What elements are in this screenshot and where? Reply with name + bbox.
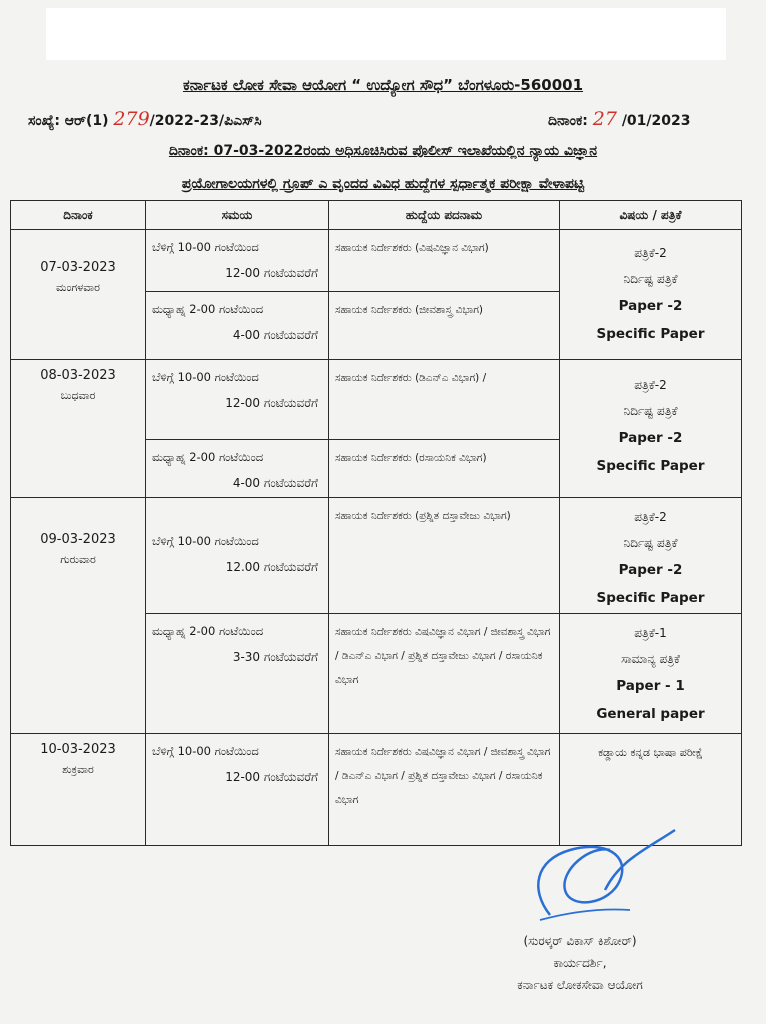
subject-cell: [560, 498, 742, 614]
post-cell: ಸಹಾಯಕ ನಿರ್ದೇಶಕರು (ವಿಷವಿಜ್ಞಾನ ವಿಭಾಗ): [329, 230, 560, 292]
col-subject-header: ವಿಷಯ / ಪತ್ರಿಕೆ: [560, 201, 742, 230]
subject-en-paper: Paper -2: [618, 298, 683, 314]
exam-day: ಗುರುವಾರ: [60, 553, 96, 566]
time-cell: [146, 292, 329, 360]
time-start: ಬೆಳಿಗ್ಗೆ 10-00 ಗಂಟೆಯಿಂದ: [152, 534, 259, 548]
date-cell: [11, 360, 146, 498]
time-cell: [146, 498, 329, 614]
post-cell: ಸಹಾಯಕ ನಿರ್ದೇಶಕರು (ಜೀವಶಾಸ್ತ್ರ ವಿಭಾಗ): [329, 292, 560, 360]
time-cell: [146, 360, 329, 440]
col-date-header: ದಿನಾಂಕ: [11, 201, 146, 230]
time-end: 4-00 ಗಂಟೆಯವರೆಗೆ: [232, 476, 318, 490]
time-start: ಮಧ್ಯಾಹ್ನ 2-00 ಗಂಟೆಯಿಂದ: [152, 450, 264, 464]
subject-cell: [560, 360, 742, 498]
time-end: 12-00 ಗಂಟೆಯವರೆಗೆ: [225, 266, 318, 280]
time-cell: [146, 230, 329, 292]
time-end: 3-30 ಗಂಟೆಯವರೆಗೆ: [232, 650, 318, 664]
date-suffix: /01/2023: [621, 113, 691, 129]
post-cell: ಸಹಾಯಕ ನಿರ್ದೇಶಕರು (ಡಿಎನ್‌ಎ ವಿಭಾಗ) /: [329, 360, 560, 440]
col-post-header: ಹುದ್ದೆಯ ಪದನಾಮ: [329, 201, 560, 230]
time-start: ಮಧ್ಯಾಹ್ನ 2-00 ಗಂಟೆಯಿಂದ: [152, 624, 264, 638]
table-header-row: [11, 201, 742, 230]
date-prefix: ದಿನಾಂಕ:: [548, 113, 588, 129]
time-end: 12-00 ಗಂಟೆಯವರೆಗೆ: [225, 396, 318, 410]
heading-line-2: ಪ್ರಯೋಗಾಲಯಗಳಲ್ಲಿ ಗ್ರೂಪ್ ಎ ವೃಂದದ ವಿವಿಧ ಹುದ್ದೆಗಳ ಸ್ಪರ್ಧಾತ್ಮಕ ಪರೀಕ್ಷಾ ವೇಳಾಪಟ್ಟಿ: [181, 176, 585, 192]
subject-en-type: Specific Paper: [596, 590, 705, 606]
ref-handwritten: 279: [113, 108, 150, 130]
signature-mark: [510, 820, 690, 930]
subject-en-type: General paper: [596, 706, 705, 722]
signatory-designation: ಕಾರ್ಯದರ್ಶಿ,: [553, 956, 607, 970]
post-cell: ಸಹಾಯಕ ನಿರ್ದೇಶಕರು (ಪ್ರಶ್ನಿತ ದಸ್ತಾವೇಜು ವಿಭಾಗ): [329, 498, 560, 614]
heading-line-1: ದಿನಾಂಕ: 07-03-2022ರಂದು ಅಧಿಸೂಚಿಸಿರುವ ಪೊಲೀಸ್ ಇಲಾಖೆಯಲ್ಲಿನ ನ್ಯಾಯ ವಿಜ್ಞಾನ: [168, 143, 598, 159]
date-cell: [11, 734, 146, 846]
time-cell: [146, 614, 329, 734]
table-row: [11, 360, 742, 440]
time-start: ಬೆಳಿಗ್ಗೆ 10-00 ಗಂಟೆಯಿಂದ: [152, 240, 259, 254]
exam-day: ಶುಕ್ರವಾರ: [62, 763, 94, 776]
subject-en-paper: Paper -2: [618, 430, 683, 446]
subject-kn-type: ನಿರ್ದಿಷ್ಟ ಪತ್ರಿಕೆ: [623, 272, 678, 286]
date-handwritten: 27: [592, 108, 617, 130]
subject-kn: ಕಡ್ಡಾಯ ಕನ್ನಡ ಭಾಷಾ ಪರೀಕ್ಷೆ: [598, 746, 703, 759]
subject-kn-type: ನಿರ್ದಿಷ್ಟ ಪತ್ರಿಕೆ: [623, 404, 678, 418]
table-row: [11, 230, 742, 292]
subject-cell: [560, 230, 742, 360]
ref-suffix: /2022-23/ಪಿಎಸ್‌ಸಿ: [149, 113, 262, 129]
date-cell: [11, 498, 146, 734]
post-cell: ಸಹಾಯಕ ನಿರ್ದೇಶಕರು (ರಸಾಯನಿಕ ವಿಭಾಗ): [329, 440, 560, 498]
post-cell: ಸಹಾಯಕ ನಿರ್ದೇಶಕರು ವಿಷವಿಜ್ಞಾನ ವಿಭಾಗ / ಜೀವಶಾಸ್ತ್ರ ವಿಭಾಗ / ಡಿಎನ್‌ಎ ವಿಭಾಗ / ಪ್ರಶ್ನಿತ ದಸ್ತಾವೇಜು ವಿಭಾಗ / ರಸಾಯನಿಕ ವಿಭಾಗ: [329, 614, 560, 734]
time-cell: [146, 734, 329, 846]
signatory-name: (ಸುರಳ್ಕರ್ ವಿಕಾಸ್ ಕಿಶೋರ್): [523, 934, 637, 948]
table-row: [11, 498, 742, 614]
subject-kn-type: ಸಾಮಾನ್ಯ ಪತ್ರಿಕೆ: [621, 652, 680, 666]
exam-date: 07-03-2023: [40, 260, 116, 275]
ref-prefix: ಸಂಖ್ಯೆ: ಆರ್(1): [28, 113, 109, 129]
subject-kn-type: ನಿರ್ದಿಷ್ಟ ಪತ್ರಿಕೆ: [623, 536, 678, 550]
subject-kn-paper: ಪತ್ರಿಕೆ-1: [634, 626, 667, 640]
exam-day: ಬುಧವಾರ: [60, 389, 96, 402]
exam-date: 09-03-2023: [40, 532, 116, 547]
exam-schedule-table: [10, 200, 742, 846]
subject-kn-paper: ಪತ್ರಿಕೆ-2: [634, 246, 667, 260]
issue-date: [548, 108, 691, 130]
date-cell: [11, 230, 146, 360]
top-blank-area: [46, 8, 726, 60]
time-end: 12-00 ಗಂಟೆಯವರೆಗೆ: [225, 770, 318, 784]
time-start: ಮಧ್ಯಾಹ್ನ 2-00 ಗಂಟೆಯಿಂದ: [152, 302, 264, 316]
reference-number: [28, 108, 262, 130]
col-time-header: ಸಮಯ: [146, 201, 329, 230]
time-cell: [146, 440, 329, 498]
exam-date: 08-03-2023: [40, 368, 116, 383]
exam-day: ಮಂಗಳವಾರ: [55, 281, 101, 294]
subject-en-type: Specific Paper: [596, 326, 705, 342]
time-start: ಬೆಳಿಗ್ಗೆ 10-00 ಗಂಟೆಯಿಂದ: [152, 744, 259, 758]
time-start: ಬೆಳಿಗ್ಗೆ 10-00 ಗಂಟೆಯಿಂದ: [152, 370, 259, 384]
signatory-block: [480, 930, 680, 996]
time-end: 4-00 ಗಂಟೆಯವರೆಗೆ: [232, 328, 318, 342]
subject-kn-paper: ಪತ್ರಿಕೆ-2: [634, 510, 667, 524]
subject-cell: [560, 614, 742, 734]
org-title: ಕರ್ನಾಟಕ ಲೋಕ ಸೇವಾ ಆಯೋಗ “ ಉದ್ಯೋಗ ಸೌಧ” ಬೆಂಗಳೂರು-560001: [182, 76, 584, 94]
subject-en-paper: Paper - 1: [616, 678, 685, 694]
time-end: 12.00 ಗಂಟೆಯವರೆಗೆ: [225, 560, 318, 574]
subject-en-paper: Paper -2: [618, 562, 683, 578]
subject-kn-paper: ಪತ್ರಿಕೆ-2: [634, 378, 667, 392]
exam-date: 10-03-2023: [40, 742, 116, 757]
subject-en-type: Specific Paper: [596, 458, 705, 474]
signatory-office: ಕರ್ನಾಟಕ ಲೋಕಸೇವಾ ಆಯೋಗ: [517, 978, 643, 992]
post-cell: ಸಹಾಯಕ ನಿರ್ದೇಶಕರು ವಿಷವಿಜ್ಞಾನ ವಿಭಾಗ / ಜೀವಶಾಸ್ತ್ರ ವಿಭಾಗ / ಡಿಎನ್‌ಎ ವಿಭಾಗ / ಪ್ರಶ್ನಿತ ದಸ್ತಾವೇಜು ವಿಭಾಗ / ರಸಾಯನಿಕ ವಿಭಾಗ: [329, 734, 560, 846]
